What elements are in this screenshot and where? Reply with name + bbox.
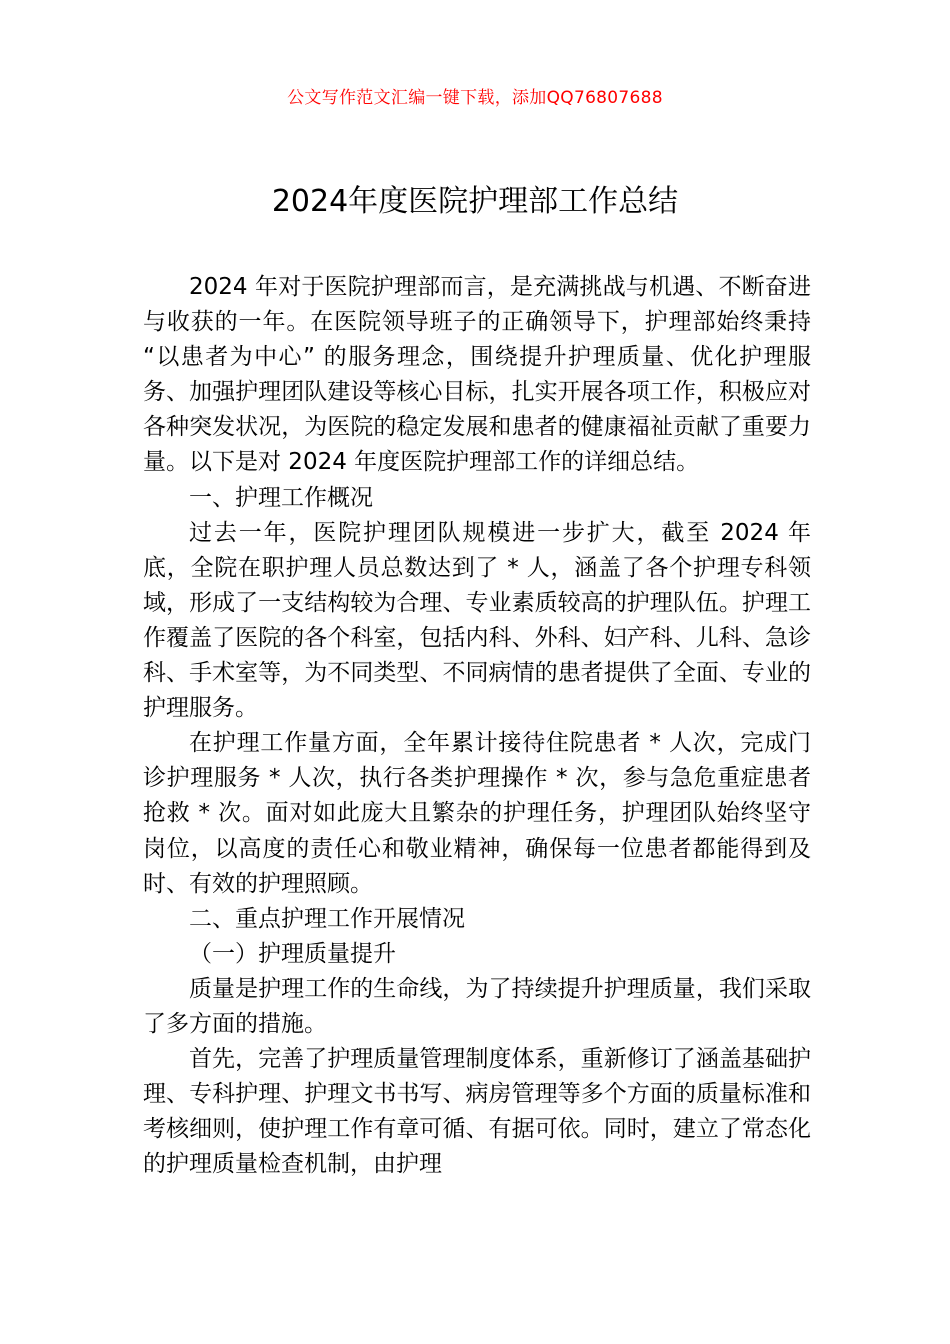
section-heading-key-work: 二、重点护理工作开展情况 bbox=[189, 905, 465, 932]
overview-paragraph: 过去一年，医院护理团队规模进一步扩大，截至 2024 年底，全院在职护理人员总数达到了 * 人，涵盖了各个护理专科领域，形成了一支结构较为合理、专业素质较高的护理队伍。护理工作覆盖了医院的各个科室，包括内科、外科、妇产科、儿科、急诊科、手术室等，为不同类型、不同病情的患者提供了全面、专业的护理服务。 bbox=[143, 519, 811, 722]
subsection-heading-quality: （一）护理质量提升 bbox=[189, 940, 396, 967]
measures-paragraph: 首先，完善了护理质量管理制度体系，重新修订了涵盖基础护理、专科护理、护理文书书写、病房管理等多个方面的质量标准和考核细则，使护理工作有章可循、有据可依。同时，建立了常态化的护理质量检查机制，由护理 bbox=[143, 1046, 811, 1178]
quality-paragraph: 质量是护理工作的生命线，为了持续提升护理质量，我们采取了多方面的措施。 bbox=[143, 975, 811, 1037]
document-body bbox=[143, 270, 811, 1182]
section-heading-overview: 一、护理工作概况 bbox=[189, 484, 373, 511]
watermark-banner: 公文写作范文汇编一键下载，添加QQ76807688 bbox=[287, 88, 663, 108]
page-title: 2024年度医院护理部工作总结 bbox=[271, 184, 679, 219]
workload-paragraph: 在护理工作量方面，全年累计接待住院患者 * 人次，完成门诊护理服务 * 人次，执行各类护理操作 * 次，参与急危重症患者抢救 * 次。面对如此庞大且繁杂的护理任务，护理团队始终坚守岗位，以高度的责任心和敬业精神，确保每一位患者都能得到及时、有效的护理照顾。 bbox=[143, 730, 811, 897]
intro-paragraph: 2024 年对于医院护理部而言，是充满挑战与机遇、不断奋进与收获的一年。在医院领导班子的正确领导下，护理部始终秉持 “以患者为中心” 的服务理念，围绕提升护理质量、优化护理服务、加强护理团队建设等核心目标，扎实开展各项工作，积极应对各种突发状况，为医院的稳定发展和患者的健康福祉贡献了重要力量。以下是对 2024 年度医院护理部工作的详细总结。 bbox=[143, 274, 811, 476]
